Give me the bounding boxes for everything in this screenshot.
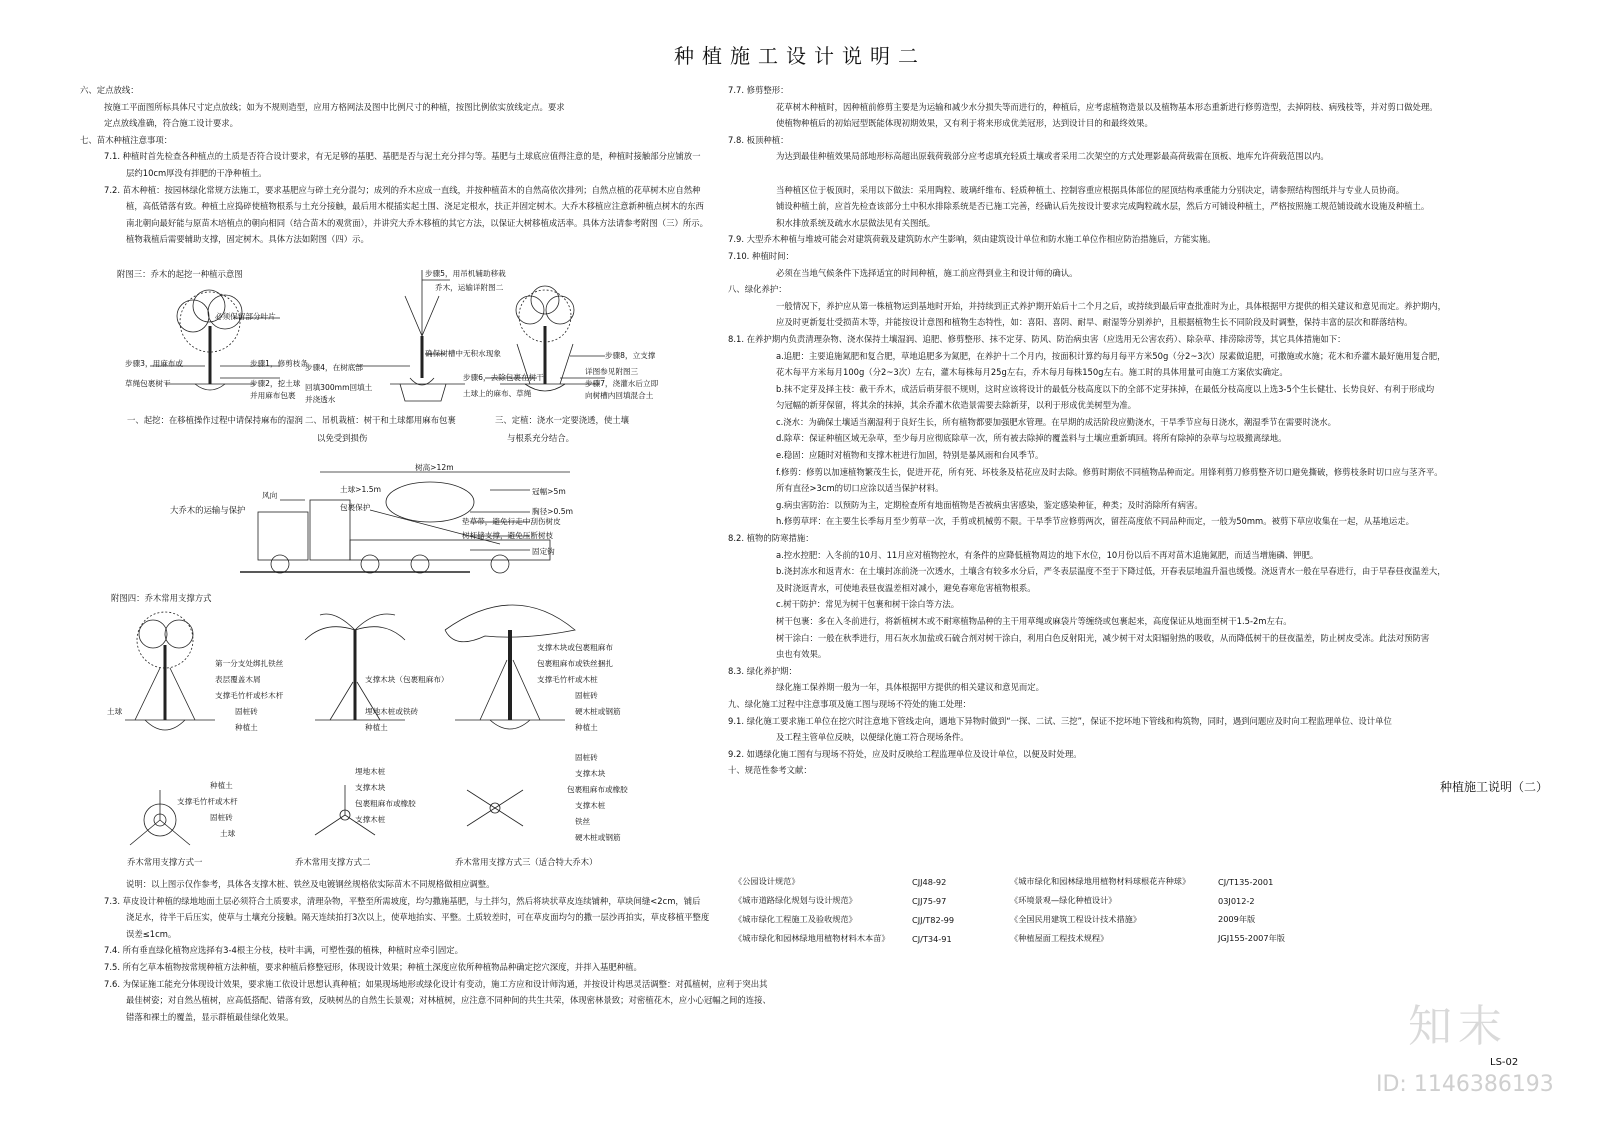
label-step4c: 并浇透水: [305, 395, 336, 404]
text-line: 八、绿化养护：: [728, 284, 787, 295]
text-line: 使植物种植后的初始冠型既能体现初期效果，又有利于将来形成优美冠形，达到设计目的和最终效果。: [776, 118, 1153, 129]
reference-cell: CJJ48-92: [912, 876, 947, 887]
text-line: 8.2. 植物的防寒措施：: [728, 533, 814, 544]
label-step1: 步骤1，修剪枝条: [250, 359, 308, 368]
support-c-label-1: 支撑木块或包裹粗麻布: [537, 643, 613, 652]
text-line: 7.5. 所有乞草本植物按常规种植方法种植，要求种植后修整冠形，体现设计效果；种植土深度应依所种植物品种确定挖穴深度，并拌入基肥种植。: [104, 961, 642, 972]
text-line: 7.10. 种植时间：: [728, 250, 794, 261]
truck-pad: 垫草带，避免行走中刮伤树皮: [462, 517, 561, 526]
figure-tree-transplant: [105, 266, 705, 456]
support-a-label-2: 表层覆盖木屑: [215, 675, 261, 684]
reference-cell: CJ/T34-91: [912, 933, 952, 944]
reference-cell: 《城市绿化工程施工及验收规范》: [734, 914, 857, 924]
text-line: 及时浇返青水，可使地表昼夜温差相对减小，避免春寒危害植物根系。: [776, 582, 1036, 593]
text-line: 九、绿化施工过程中注意事项及施工图与现场不符处的施工处理：: [728, 698, 971, 709]
text-line: 树干包裹：多在入冬前进行，将新植树木或不耐寒植物品种的主干用草绳或麻袋片等缠绕或包裹起来，高度保证从地面至树干1.5-2m左右。: [776, 616, 1292, 626]
text-line: e.稳固：应随时对植物和支撑木桩进行加固，特别是暴风雨和台风季节。: [776, 450, 1044, 461]
text-line: 8.3. 绿化养护期：: [728, 665, 797, 676]
reference-cell: CJJ75-97: [912, 895, 947, 906]
right-column: [728, 82, 1446, 779]
text-line: 9.2. 如遇绿化施工图有与现场不符处，应及时反映给工程监理单位及设计单位，以便及时处理。: [728, 748, 1082, 759]
reference-row: [730, 929, 1342, 948]
text-line: 花木每平方米每月100g（分2~3次）左右，灌木每株每月25g左右，乔木每月每株150g左右。施工时的具体用量可由施工方案依实确定。: [776, 367, 1288, 378]
plan-b-label-1: 埋地木桩: [355, 767, 386, 776]
support-b-label-3: 种植土: [365, 723, 388, 732]
plan-a-label-1: 种植土: [210, 781, 233, 790]
text-line: 铺设种植土前，应首先检查该部分土中积水排除系统是否已施工完善，经确认后先按设计要求完成陶粒疏水层，然后方可铺设种植土，严格按照施工规范铺设疏水设施及种植土。: [776, 201, 1430, 212]
text-line: 为达到最佳种植效果局部地形标高超出原载荷载部分应考虑填充轻质土壤或者采用二次架空的方式处理影最高荷载需在顶板、地库允许荷载范围以内。: [776, 151, 1329, 162]
text-line: 8.1. 在养护期内负责清理杂物、浇水保持土壤湿润、追肥、修剪整形、抹不定芽、防风、防治病虫害（应选用无公害农药）、除杂草、排涝除涝等，其它具体措施如下：: [728, 333, 1346, 344]
label-step4: 步骤4，在树底部: [305, 363, 363, 372]
text-line: 按施工平面图所标具体尺寸定点放线；如为不规则造型，应用方格网法及图中比例尺寸的种植，按图比例依实放线定点。要求: [104, 101, 565, 112]
figure-supports: [105, 590, 705, 880]
text-line: 十、规范性参考文献：: [728, 765, 812, 776]
label-step6: 步骤6，去除包裹在树干: [463, 373, 544, 382]
text-line: 积水排放系统及疏水水层做法见有关图纸。: [776, 217, 936, 228]
caption-crane: 二、吊机栽植：树干和土球都用麻布包裹: [305, 415, 456, 425]
truck-dbh: 胸径>0.5m: [532, 507, 574, 516]
text-line: 植物栽植后需要辅助支撑，固定树木。具体方法如附图（四）示。: [126, 234, 369, 245]
sheet-number: LS-02: [1490, 1057, 1519, 1068]
label-step3: 步骤3，用麻布或: [125, 359, 183, 368]
support-a-label-5: 种植土: [235, 723, 258, 732]
text-line: 一般情况下，养护应从第一株植物运到基地时开始，并持续到正式养护期开始后十二个月之后，或持续到最后审查批准时为止，具体根据甲方提供的相关建议和意见而定。养护期内，: [776, 300, 1446, 311]
truck-ball: 土球>1.5m: [340, 485, 382, 494]
plan-b-label-4: 支撑木桩: [355, 815, 386, 824]
reference-cell: 《种植屋面工程技术规程》: [1010, 933, 1109, 943]
truck-fix: 固定钩: [532, 547, 555, 556]
truck-heading: 大乔木的运输与保护: [170, 505, 246, 515]
text-line: b.浇封冻水和返青水：在土壤封冻前浇一次透水，土壤含有较多水分后，严冬表层温度不至于下降过低，开春表层地温升温也缓慢。浇返青水一般在早春进行，由于早春昼夜温差大，: [776, 566, 1446, 577]
text-line: 树干涂白：一般在秋季进行，用石灰水加盐或石硫合剂对树干涂白，利用白色反射阳光，减少树干对太阳辐射热的吸收，从而降低树干的昼夜温差，防止树皮受冻。此法对预防害: [776, 632, 1430, 643]
label-step8: 步骤8，立支撑: [605, 351, 656, 360]
text-line: 匀冠幅的新芽保留，将其余的抹掉，其余乔灌木依造景需要去除新芽，以利于形成优美树型为准。: [776, 400, 1137, 411]
page-title: 种植施工设计说明二: [674, 44, 926, 68]
label-step6b: 土球上的麻布、草绳: [463, 389, 532, 398]
text-line: 9.1. 绿化施工要求施工单位在挖穴时注意地下管线走向，遇地下异物时做到“一探、二试、三挖”，保证不挖坏地下管线和构筑物，同时，遇到问题应及时向工程监理单位、设计单位: [728, 715, 1392, 726]
text-line: 七、苗木种植注意事项：: [80, 134, 173, 145]
text-line: c.浇水：为确保土壤适当潮湿利于良好生长，所有植物都要加强肥水管理。在早期的成活阶段应勤浇水，干旱季节应每日浇水，潮湿季节在需要时浇水。: [776, 416, 1337, 427]
text-line: 错落和裸土的覆盖，显示群植最佳绿化效果。: [126, 1011, 294, 1022]
support-c-label-5: 硬木桩或钢筋: [575, 707, 621, 716]
reference-cell: 《环境景观—绿化种植设计》: [1010, 895, 1117, 905]
reference-cell: 《城市绿化和园林绿地用植物材料木本苗》: [734, 933, 890, 943]
text-line: c.树干防护：常见为树干包裹和树干涂白等方法。: [776, 599, 960, 610]
reference-cell: CJ/T135-2001: [1218, 876, 1274, 887]
text-line: 层约10cm厚没有拌肥的干净种植土。: [126, 167, 267, 178]
sheet-side-title: 种植施工说明（二）: [1440, 780, 1549, 794]
text-line: 所有直径>3cm的切口应涂以适当保护材料。: [776, 483, 944, 494]
support-a-label-3: 支撑毛竹杆或杉木杆: [215, 691, 284, 700]
text-line: 7.7. 修剪整形：: [728, 85, 789, 95]
text-line: 说明：以上图示仅作参考，具体各支撑木桩、铁丝及电镀钢丝规格依实际苗木不同规格做相应调整。: [126, 879, 495, 889]
caption-plant-b: 与根系充分结合。: [507, 433, 574, 443]
text-line: 7.8. 板顶种植：: [728, 134, 789, 145]
label-step7b: 向树槽内回填混合土: [585, 391, 654, 400]
plan-c-label-6: 硬木桩或钢筋: [575, 833, 621, 842]
label-no-water: 确保树槽中无积水现象: [425, 349, 501, 358]
caption-plant: 三、定植：浇水一定要浇透，使土壤: [495, 415, 629, 425]
figure-truck-transport: [170, 460, 650, 585]
reference-cell: CJJ/T82-99: [912, 914, 955, 925]
text-line: 应及时更新复壮受损苗木等，并能按设计意图和植物生态特性，如：喜阳、喜阴、耐旱、耐湿等分别养护，且根据植物生长不同阶段及时调整，保持丰富的层次和群落结构。: [776, 317, 1413, 328]
caption-support-b: 乔木常用支撑方式二: [295, 857, 371, 867]
text-line: 六、定点放线：: [80, 85, 139, 95]
plan-a-label-4: 土球: [220, 829, 236, 838]
label-keep-leaves: 必须保留部分叶片: [215, 312, 276, 321]
figure-heading: 附图三：乔木的起挖一种植示意图: [117, 269, 243, 279]
plan-b-label-2: 支撑木块: [355, 783, 386, 792]
truck-drawing: [170, 460, 650, 585]
text-line: 绿化施工保养期一般为一年，具体根据甲方提供的相关建议和意见而定。: [776, 682, 1044, 693]
plan-c-label-3: 包裹粗麻布或橡胶: [567, 785, 628, 794]
text-line: 浇足水，待半干后压实，使草与土壤充分接触。隔天连续拍打3次以上，使草地抬实、平整。土质较差时，可在草皮面均匀的撒一层沙再拍实，草皮移植平整度: [126, 912, 710, 923]
label-step4b: 回填300mm回填土: [305, 383, 373, 392]
support-b-label-2: 埋地木桩或铁砖: [365, 707, 419, 716]
reference-cell: 《城市绿化和园林绿地用植物材料球根花卉种球》: [1010, 876, 1191, 886]
text-line: 植，高低错落有致。种植土应捣碎使植物根系与土充分接触，最后用木棍插实起土围、浇足定根水，扶正并固定树木。大乔木移植应注意新种植点树木的东西: [126, 201, 704, 212]
reference-cell: JGJ155-2007年版: [1218, 933, 1285, 943]
label-step8b: 详图参见附图三: [585, 367, 639, 376]
truck-crown: 冠幅>5m: [532, 487, 566, 496]
label-step5: 步骤5，用吊机辅助移栽: [425, 269, 506, 278]
support-c-label-6: 种植土: [575, 723, 598, 732]
watermark-logo: 知末: [1408, 1001, 1508, 1052]
support-c-label-2: 包裹粗麻布或铁丝捆扎: [537, 659, 613, 668]
text-line: a.追肥：主要追施氮肥和复合肥，草地追肥多为氮肥，在养护十二个月内，按面积计算约每月每平方米50g（分2~3次）尿素做追肥，可撒施或水施；花木和乔灌木最好施用复合肥，: [776, 350, 1446, 361]
caption-dig: 一、起挖：在移植操作过程中请保持麻布的湿润: [127, 415, 303, 425]
plan-a-label-3: 固桩砖: [210, 813, 233, 822]
support-c-label-3: 支撑毛竹杆或木桩: [537, 675, 598, 684]
text-line: 及工程主管单位反映，以便绿化施工符合现场条件。: [776, 732, 969, 743]
plan-c-label-2: 支撑木块: [575, 769, 606, 778]
label-wrap-trunk: 草绳包裹树干: [125, 379, 171, 388]
plan-a-label-2: 支撑毛竹杆或木杆: [177, 797, 238, 806]
supports-heading: 附图四：乔木常用支撑方式: [111, 593, 212, 603]
tree-transplant-drawing: [105, 266, 705, 456]
text-line: 定点放线准确，符合施工设计要求。: [104, 118, 238, 129]
text-line: 花草树木种植时，因种植前修剪主要是为运输和减少水分损失等而进行的，种植后，应考虑植物造景以及植物基本形态重新进行修剪造型，去掉阴枝、病残枝等，并对剪口做处理。: [776, 101, 1438, 112]
text-line: 7.2. 苗木种植：按园林绿化常规方法施工，要求基肥应与碎土充分混匀；成列的乔木应成一直线，并按种植苗木的自然高依次排列；自然点植的花草树木应自然种: [104, 184, 701, 195]
text-line: b.抹不定芽及择主枝：截干乔木，成活后萌芽很不规则，这时应该将设计的最低分枝高度以下的全部不定芽抹掉，在最低分枝高度以上选3-5个生长健壮、长势良好、有利于形成均: [776, 383, 1435, 394]
text-line: 误差≤1cm。: [126, 928, 177, 939]
support-a-label-1: 第一分支处绑扎铁丝: [215, 659, 284, 668]
text-line: 7.1. 种植时首先检查各种植点的土质是否符合设计要求，有无足够的基肥、基肥是否与泥土充分拌匀等。基肥与土球底应值得注意的是，种植时接触部分应铺放一: [104, 151, 701, 162]
text-line: d.除草：保证种植区域无杂草，至少每月应彻底除草一次，所有被去除掉的覆盖料与土壤应重新填回。将所有除掉的杂草与垃圾搬离绿地。: [776, 433, 1287, 444]
support-b-label-1: 支撑木块（包裹粗麻布）: [365, 675, 449, 684]
reference-cell: 2009年版: [1218, 914, 1256, 924]
truck-tie: 树杆储支撑，避免压断树枝: [462, 531, 554, 540]
label-wrap-ball: 并用麻布包裹: [250, 391, 296, 400]
reference-cell: 03J012-2: [1218, 895, 1255, 906]
id-tag: ID: 1146386193: [1376, 1072, 1554, 1097]
text-line: 虫也有效果。: [776, 649, 827, 660]
caption-crane-b: 以免受到损伤: [317, 433, 368, 443]
text-line: 7.9. 大型乔木种植与堆坡可能会对建筑荷载及建筑防水产生影响，须由建筑设计单位和防水施工单位作相应防治措施后，方能实施。: [728, 234, 1216, 245]
plan-c-label-1: 固桩砖: [575, 753, 598, 762]
text-line: 必须在当地气候条件下选择适宜的时间种植，施工前应得到业主和设计师的确认。: [776, 267, 1078, 278]
label-step2: 步骤2，挖土球: [250, 379, 301, 388]
text-line: h.修剪草坪：在主要生长季每月至少剪草一次，手剪或机械剪不限。干旱季节应修剪两次，留茬高度依不同品种而定，一般为50mm。被剪下草应收集在一起，从基地运走。: [776, 516, 1414, 527]
left-column: [80, 82, 720, 248]
reference-cell: 《全国民用建筑工程设计技术措施》: [1010, 914, 1142, 924]
reference-table: [730, 872, 1342, 948]
truck-tree-height: 树高>12m: [415, 463, 454, 472]
reference-cell: 《公园设计规范》: [734, 876, 800, 886]
support-a-soil: 土球: [107, 707, 123, 716]
text-line: a.控水控肥：入冬前的10月、11月应对植物控水，有条件的应降低植物周边的地下水位，10月份以后不再对苗木追施氮肥，而适当增施磷、钾肥。: [776, 549, 1319, 560]
caption-support-c: 乔木常用支撑方式三（适合特大乔木）: [455, 857, 598, 867]
reference-cell: 《城市道路绿化规划与设计规范》: [734, 895, 857, 905]
plan-c-label-5: 铁丝: [575, 817, 591, 826]
plan-b-label-3: 包裹粗麻布或橡胶: [355, 799, 416, 808]
plan-c-label-4: 支撑木桩: [575, 801, 606, 810]
text-line: f.修剪：修剪以加速植物繁茂生长，促进开花，所有死、坏枝条及枯花应及时去除。修剪时期依不同植物品种而定。用锋利剪刀修剪整齐切口避免撕破，修剪枝条时切口应与茎齐平。: [776, 466, 1443, 477]
reference-row: [730, 891, 1342, 910]
text-line: 7.4. 所有垂直绿化植物应选择有3-4根主分枝，枝叶丰满，可塑性强的植株，种植时应牵引固定。: [104, 945, 463, 956]
text-line: g.病虫害防治：以预防为主，定期检查所有地面植物是否被病虫害感染，鉴定感染种征，种类；及时消除所有病害。: [776, 499, 1203, 510]
label-step5b: 乔木，运输详附图二: [435, 283, 504, 292]
text-line: 7.6. 为保证施工能充分体现设计效果，要求施工依设计思想认真种植；如果现场地形或绿化设计有变动，施工方应和设计师沟通，并按设计构思灵活调整：对孤植树，应利于突出其: [104, 978, 768, 989]
text-line: 最佳树姿；对自然丛植树，应高低搭配、错落有致，反映树丛的自然生长景观；对林植树，应注意不同种间的共生共荣，体现密林景致；对密植花木，应小心冠幅之间的连接、: [126, 995, 771, 1006]
text-line: [728, 165, 1408, 182]
text-line: 南北朝向最好能与原苗木培植点的朝向相同（结合苗木的观赏面），并讲究大乔木移植的其它方法，以保证大树移植成活率。具体方法请参考附图（三）所示。: [126, 217, 709, 228]
support-c-label-4: 固桩砖: [575, 691, 598, 700]
label-step7: 步骤7，浇灌水后立即: [585, 379, 659, 388]
text-line: 当种植区位于板顶时，采用以下做法：采用陶粒、玻璃纤维布、轻质种植土、控制容重应根据具体部位的屋顶结构承重能力分别决定，请参照结构图纸并与专业人员协商。: [776, 184, 1405, 195]
reference-row: [730, 910, 1342, 929]
truck-trunk: 包裹保护: [340, 503, 371, 512]
support-a-label-4: 固桩砖: [235, 707, 258, 716]
reference-row: [730, 872, 1342, 891]
text-line: 7.3. 草皮设计种植的绿地地面土层必须符合土质要求，清理杂物，平整至所需坡度，均匀撒施基肥，与土拌匀，然后将块状草皮连续铺种，草块间缝<2cm，铺后: [104, 895, 701, 906]
caption-support-a: 乔木常用支撑方式一: [127, 857, 203, 867]
truck-wind: 风向: [262, 491, 278, 500]
